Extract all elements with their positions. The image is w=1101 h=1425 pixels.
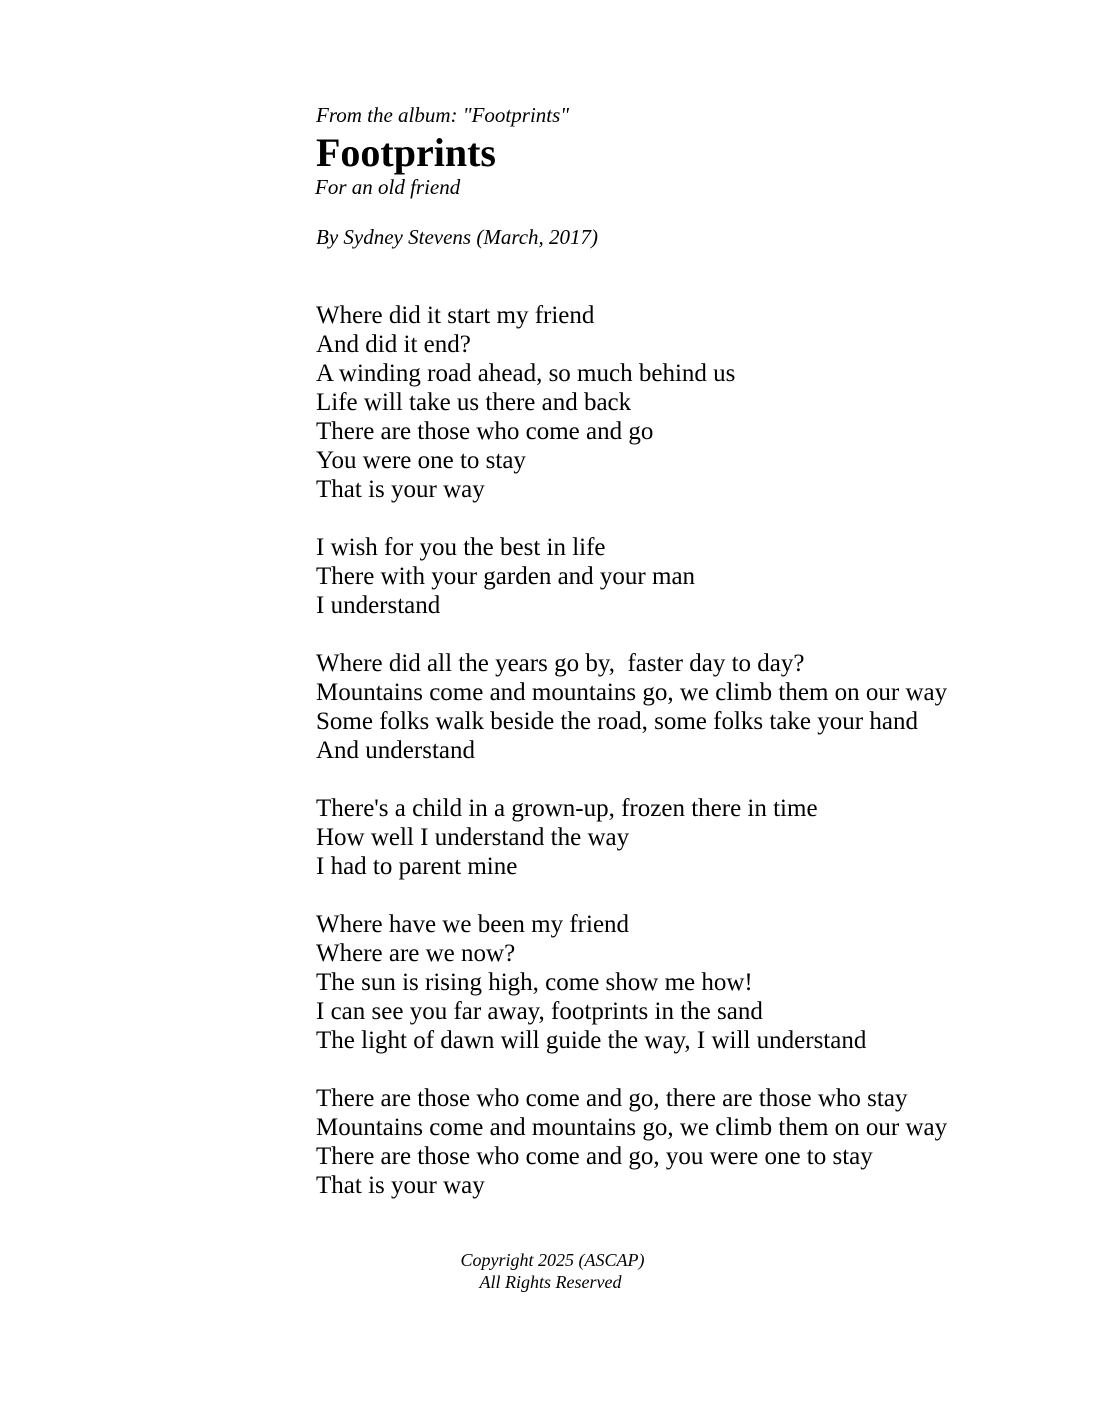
stanza-4 [316, 794, 1056, 881]
lyric-line: There's a child in a grown-up, frozen there in time [316, 795, 818, 822]
lyric-line: A winding road ahead, so much behind us [316, 360, 736, 387]
stanza-2 [316, 533, 1056, 620]
lyric-line: I had to parent mine [316, 853, 518, 880]
album-note: From the album: "Footprints" [316, 103, 570, 127]
stanza-3 [316, 649, 1056, 765]
lyric-line: You were one to stay [316, 447, 526, 474]
lyrics-body [316, 301, 1056, 1229]
lyric-line: The light of dawn will guide the way, I will understand [316, 1027, 867, 1054]
lyric-line: That is your way [316, 1172, 485, 1199]
author-byline: By Sydney Stevens (March, 2017) [316, 225, 599, 249]
lyric-line: And did it end? [316, 331, 471, 358]
stanza-6 [316, 1084, 1056, 1200]
lyric-line: Where have we been my friend [316, 911, 630, 938]
stanza-1 [316, 301, 1056, 504]
song-title: Footprints [316, 130, 496, 175]
lyric-line: And understand [316, 737, 475, 764]
lyric-line: Where are we now? [316, 940, 516, 967]
lyric-line: There with your garden and your man [316, 563, 696, 590]
copyright-notice: Copyright 2025 (ASCAP) [460, 1250, 645, 1270]
lyric-line: There are those who come and go, there are those who stay [316, 1085, 908, 1112]
lyric-line: I can see you far away, footprints in the sand [316, 998, 763, 1025]
lyric-line: Some folks walk beside the road, some folks take your hand [316, 708, 918, 735]
song-header [316, 102, 1016, 250]
copyright-footer [0, 1249, 1101, 1293]
lyric-line: That is your way [316, 476, 485, 503]
lyric-line: Where did all the years go by, faster day to day? [316, 650, 805, 677]
lyric-line: Life will take us there and back [316, 389, 632, 416]
stanza-5 [316, 910, 1056, 1055]
lyric-line: There are those who come and go, you were one to stay [316, 1143, 873, 1170]
lyric-line: Where did it start my friend [316, 302, 595, 329]
lyric-line: How well I understand the way [316, 824, 630, 851]
lyric-line: Mountains come and mountains go, we climb them on our way [316, 679, 948, 706]
lyric-line: There are those who come and go [316, 418, 654, 445]
lyric-line: I understand [316, 592, 441, 619]
lyric-line: Mountains come and mountains go, we climb them on our way [316, 1114, 948, 1141]
rights-notice: All Rights Reserved [479, 1272, 622, 1292]
lyric-line: I wish for you the best in life [316, 534, 606, 561]
lyric-line: The sun is rising high, come show me how! [316, 969, 753, 996]
dedication: For an old friend [315, 175, 461, 199]
